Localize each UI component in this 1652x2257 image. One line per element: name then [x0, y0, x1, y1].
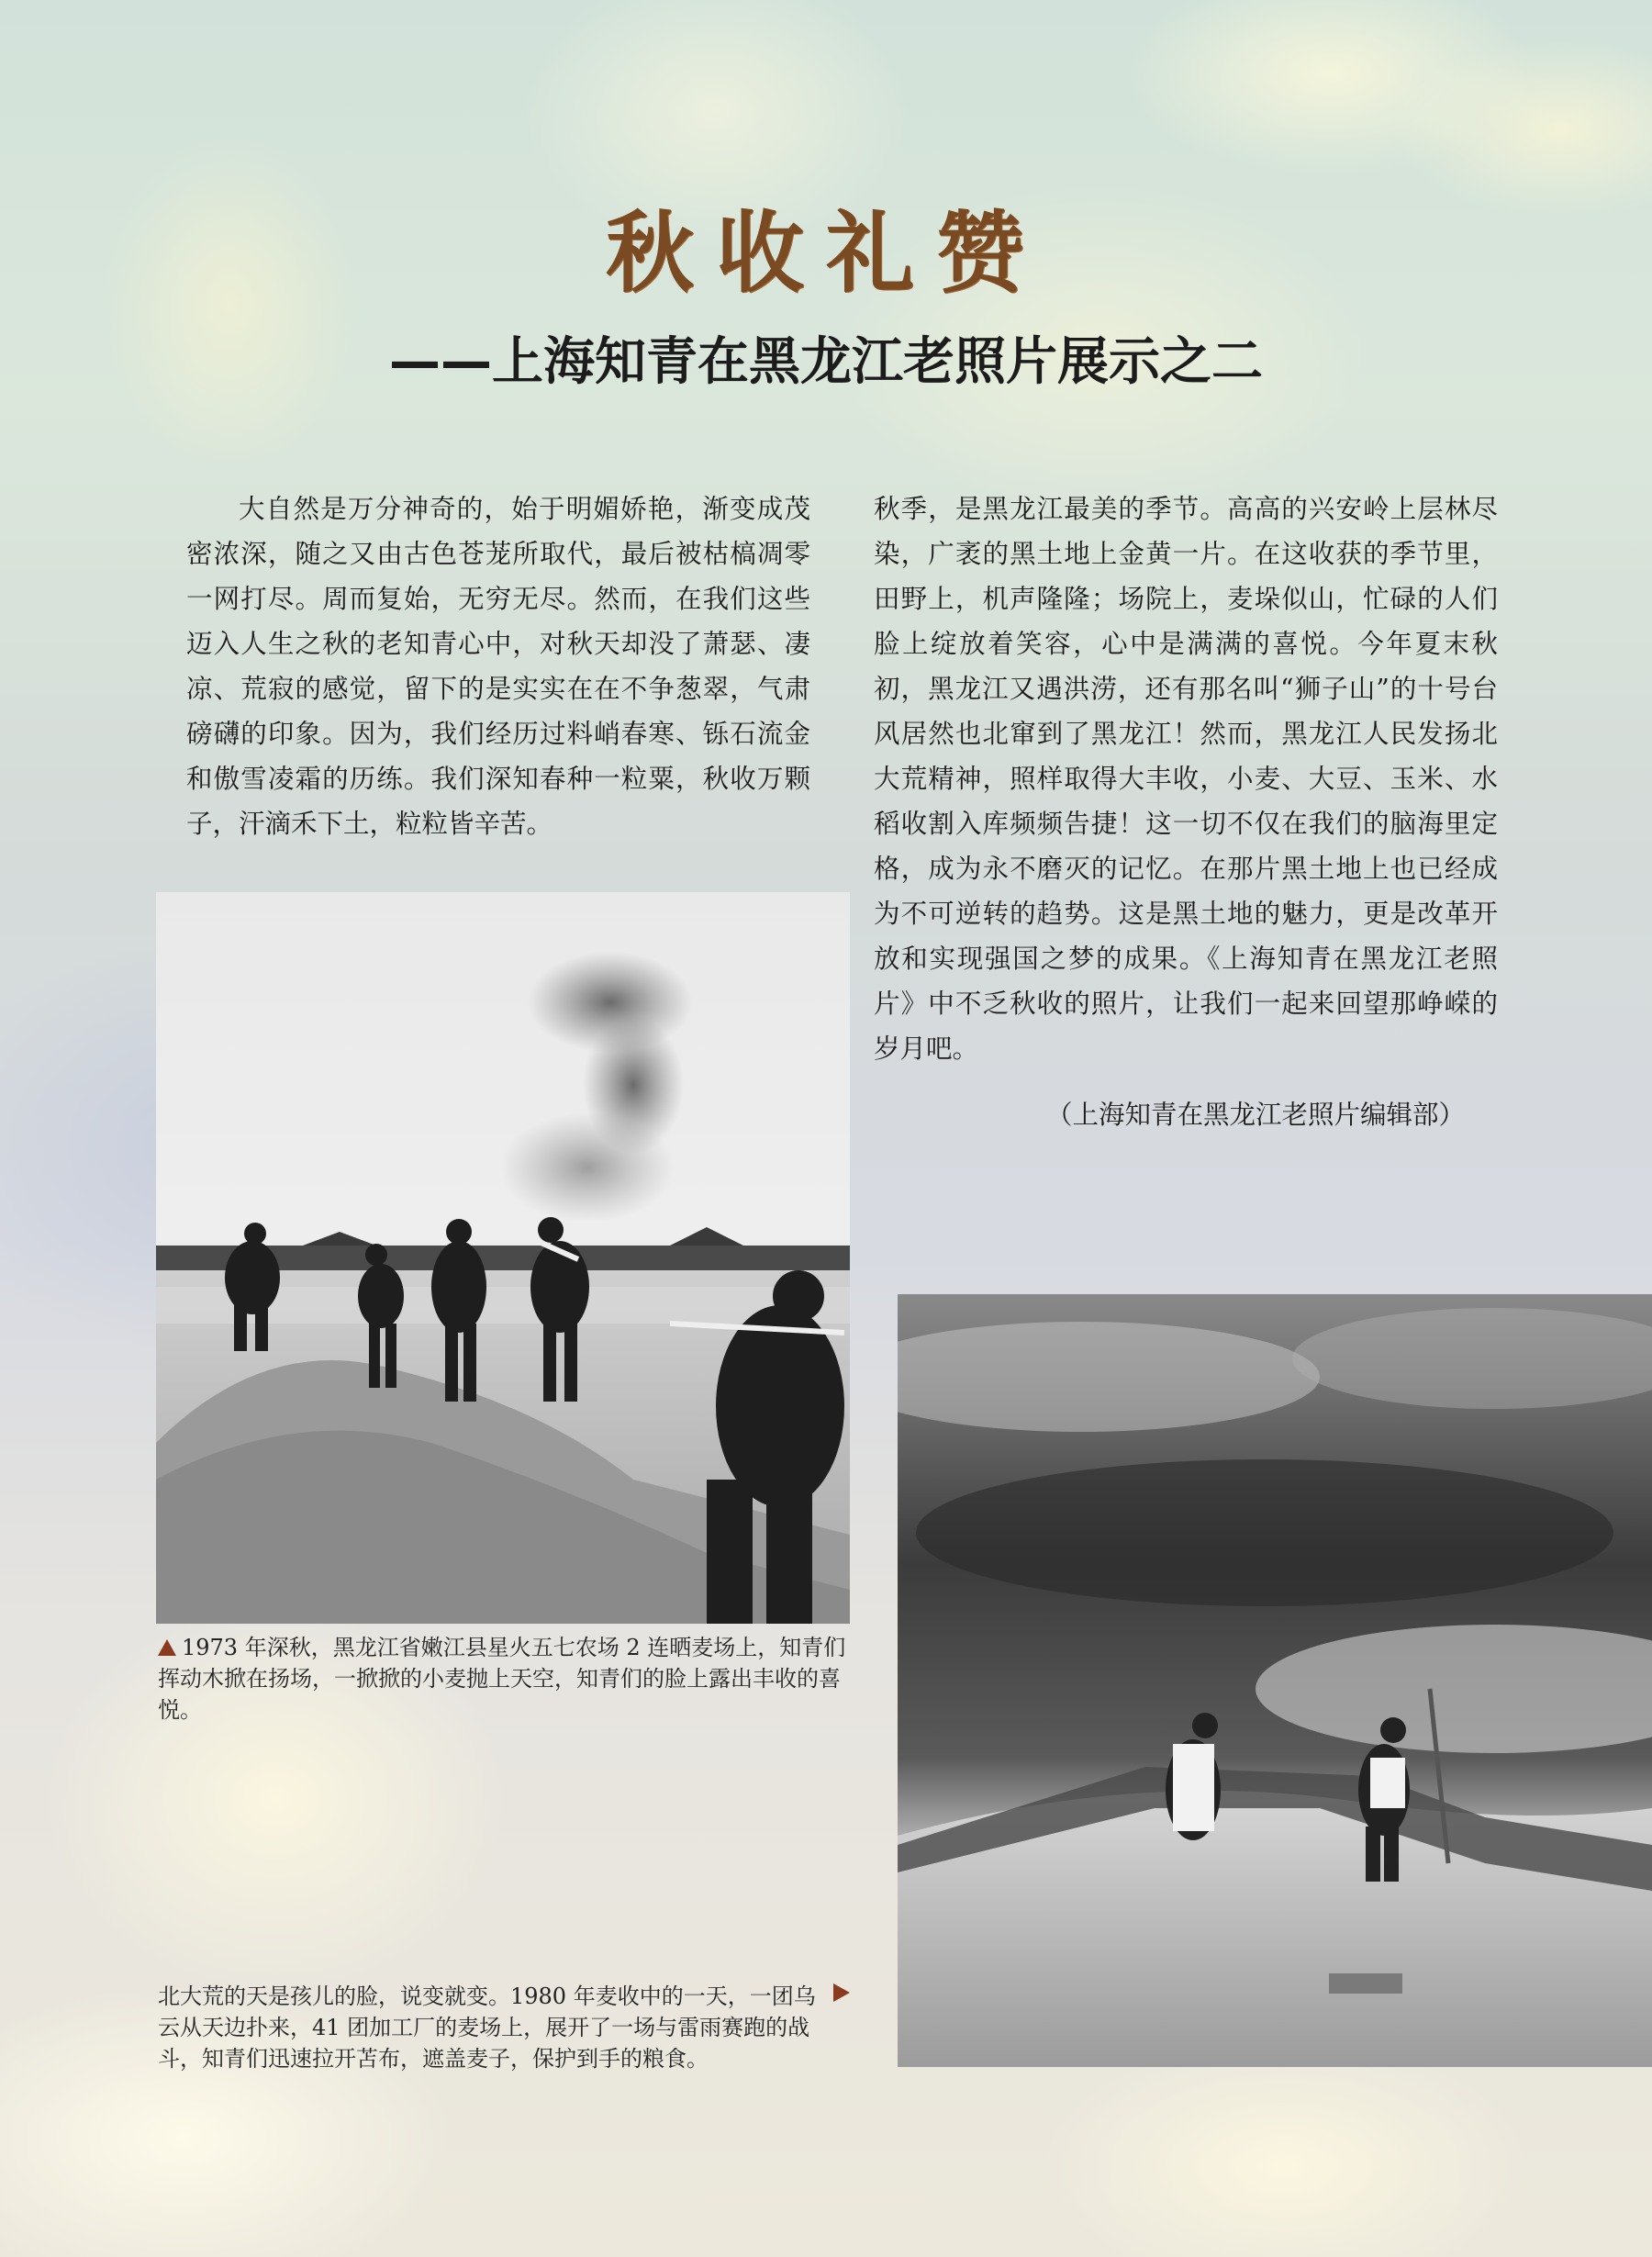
- photo-caption-2: 北大荒的天是孩儿的脸，说变就变。1980 年麦收中的一天，一团乌云从天边扑来，41 团加工厂的麦场上，展开了一场与雷雨赛跑的战斗，知青们迅速拉开苫布，遮盖麦子，保护到手的粮食。: [158, 1983, 816, 2072]
- triangle-up-icon: [158, 1639, 176, 1656]
- page-subtitle: ——上海知青在黑龙江老照片展示之二: [389, 332, 1263, 392]
- photo-winnowing-wheat: [156, 892, 850, 1624]
- photo-caption-1: [158, 1632, 848, 1726]
- intro-paragraph-right: 秋季，是黑龙江最美的季节。高高的兴安岭上层林尽染，广袤的黑土地上金黄一片。在这收获的季节里，田野上，机声隆隆；场院上，麦垛似山，忙碌的人们脸上绽放着笑容，心中是满满的喜悦。今年夏末秋初，黑龙江又遇洪涝，还有那名叫“狮子山”的十号台风居然也北窜到了黑龙江！然而，黑龙江人民发扬北大荒精神，照样取得大丰收，小麦、大豆、玉米、水稻收割入库频频告捷！这一切不仅在我们的脑海里定格，成为永不磨灭的记忆。在那片黑土地上也已经成为不可逆转的趋势。这是黑土地的魅力，更是改革开放和实现强国之梦的成果。《上海知青在黑龙江老照片》中不乏秋收的照片，让我们一起来回望那峥嵘的岁月吧。: [874, 494, 1498, 1064]
- editorial-signature: （上海知青在黑龙江老照片编辑部）: [1046, 1100, 1466, 1130]
- page-title: 秋收礼赞: [606, 202, 1046, 305]
- photo-caption-1-text: 1973 年深秋，黑龙江省嫩江县星火五七农场 2 连晒麦场上，知青们挥动木掀在扬场，一掀掀的小麦抛上天空，知青们的脸上露出丰收的喜悦。: [158, 1635, 846, 1723]
- photo-covering-grain-storm: [898, 1294, 1652, 2067]
- triangle-right-icon: [833, 1983, 850, 2002]
- intro-paragraph-left: 大自然是万分神奇的，始于明媚娇艳，渐变成茂密浓深，随之又由古色苍茏所取代，最后被枯槁凋零一网打尽。周而复始，无穷无尽。然而，在我们这些迈入人生之秋的老知青心中，对秋天却没了萧瑟、凄凉、荒寂的感觉，留下的是实实在在不争葱翠，气肃磅礴的印象。因为，我们经历过料峭春寒、铄石流金和傲雪凌霜的历练。我们深知春种一粒粟，秋收万颗子，汗滴禾下土，粒粒皆辛苦。: [186, 494, 810, 839]
